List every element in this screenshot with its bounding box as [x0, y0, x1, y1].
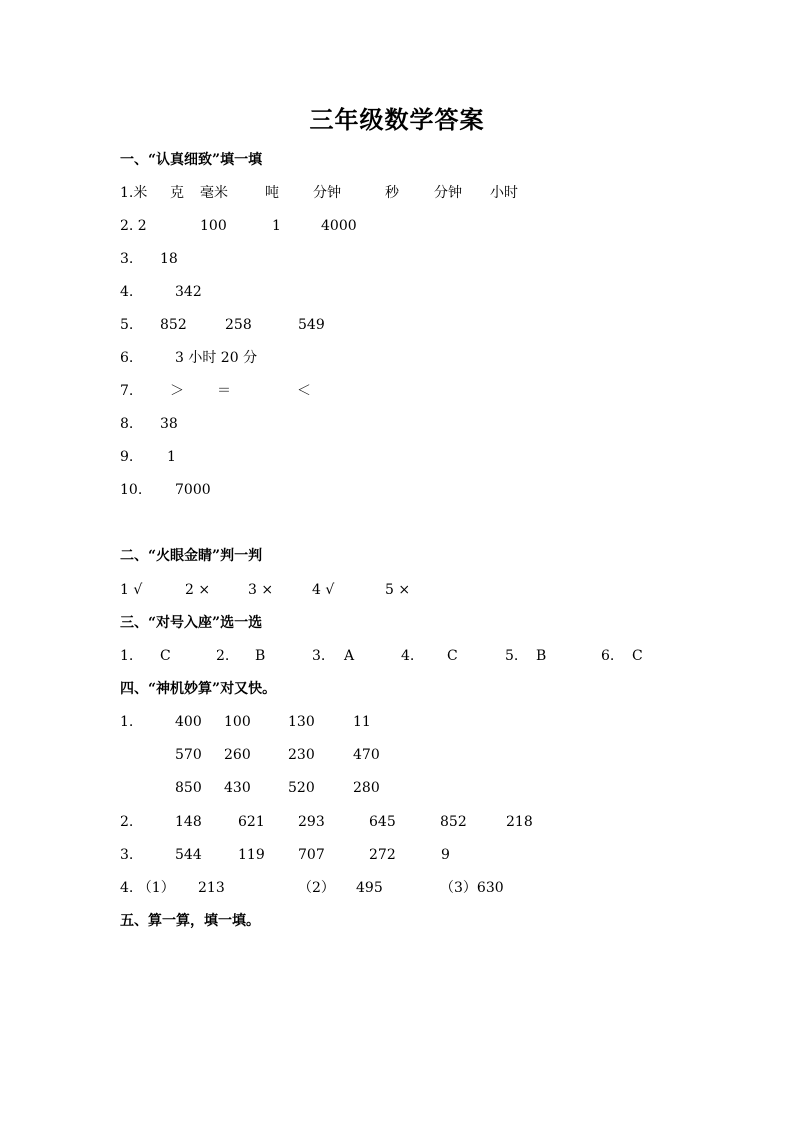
section-3-heading: 三、“对号入座”选一选 [120, 615, 263, 631]
answer-cell: 1. [120, 714, 134, 730]
answer-cell: 18 [160, 251, 178, 267]
answer-cell: 克 [170, 185, 184, 201]
answer-cell: 8. [120, 416, 134, 432]
answer-cell: 130 [288, 714, 315, 730]
answer-cell: 9 [441, 847, 450, 863]
answer-cell: C [632, 648, 643, 664]
answer-cell: 5 × [385, 582, 411, 598]
answer-cell: 10. [120, 482, 143, 498]
answer-cell: 100 [200, 218, 227, 234]
answer-cell: ＝ [217, 383, 231, 399]
answer-cell: 148 [175, 814, 202, 830]
answer-cell: C [447, 648, 458, 664]
answer-cell: 1 √ [120, 582, 143, 598]
answer-cell: 213 [198, 880, 225, 896]
answer-cell: 6. [120, 350, 134, 366]
answer-cell: B [255, 648, 266, 664]
answer-cell: 3. [312, 648, 326, 664]
answer-cell: 3. [120, 847, 134, 863]
answer-cell: 2. 2 [120, 218, 147, 234]
section-5-heading: 五、算一算，填一填。 [120, 913, 260, 929]
answer-cell: 852 [440, 814, 467, 830]
answer-cell: 218 [506, 814, 533, 830]
answer-cell: 293 [298, 814, 325, 830]
answer-cell: （3）630 [440, 880, 504, 896]
answer-cell: 400 [175, 714, 202, 730]
answer-cell: 520 [288, 780, 315, 796]
answer-cell: 分钟 [313, 185, 341, 201]
answer-cell: 3 小时 20 分 [175, 350, 258, 366]
answer-cell: 280 [353, 780, 380, 796]
answer-cell: 430 [224, 780, 251, 796]
answer-cell: 38 [160, 416, 178, 432]
answer-cell: 吨 [265, 185, 279, 201]
answer-cell: 11 [353, 714, 371, 730]
answer-cell: 5. [120, 317, 134, 333]
answer-cell: 470 [353, 747, 380, 763]
answer-cell: 6. [601, 648, 615, 664]
answer-cell: 342 [175, 284, 202, 300]
answer-cell: 645 [369, 814, 396, 830]
answer-cell: 3 × [248, 582, 274, 598]
answer-cell: 4. （1） [120, 880, 175, 896]
answer-cell: 621 [238, 814, 265, 830]
answer-cell: 2. [120, 814, 134, 830]
answer-cell: 4 √ [312, 582, 335, 598]
answer-cell: 100 [224, 714, 251, 730]
answer-cell: A [344, 648, 355, 664]
answer-cell: C [160, 648, 171, 664]
answer-cell: 2 × [185, 582, 211, 598]
answer-cell: 570 [175, 747, 202, 763]
answer-cell: 230 [288, 747, 315, 763]
answer-cell: 850 [175, 780, 202, 796]
answer-cell: 544 [175, 847, 202, 863]
answer-cell: 小时 [490, 185, 518, 201]
section-1-heading: 一、“认真细致”填一填 [120, 152, 263, 168]
answer-cell: 4. [401, 648, 415, 664]
answer-cell: 1.米 [120, 185, 148, 201]
answer-cell: 258 [225, 317, 252, 333]
answer-cell: 549 [298, 317, 325, 333]
answer-cell: 3. [120, 251, 134, 267]
answer-cell: 1. [120, 648, 134, 664]
answer-cell: 2. [216, 648, 230, 664]
answer-cell: 707 [298, 847, 325, 863]
answer-cell: 1 [167, 449, 176, 465]
answer-cell: 5. [505, 648, 519, 664]
answer-cell: 852 [160, 317, 187, 333]
answer-cell: 毫米 [200, 185, 228, 201]
answer-cell: 7000 [175, 482, 211, 498]
answer-cell: 272 [369, 847, 396, 863]
answer-cell: B [536, 648, 547, 664]
answer-cell: 秒 [385, 185, 399, 201]
page-title: 三年级数学答案 [309, 105, 485, 134]
answer-cell: 9. [120, 449, 134, 465]
answer-cell: 119 [238, 847, 265, 863]
section-2-heading: 二、“火眼金睛”判一判 [120, 548, 263, 564]
answer-cell: 4000 [321, 218, 357, 234]
answer-cell: 4. [120, 284, 134, 300]
answer-cell: 260 [224, 747, 251, 763]
answer-cell: 495 [356, 880, 383, 896]
answer-cell: （2） [298, 880, 335, 896]
answer-cell: 分钟 [434, 185, 462, 201]
section-4-heading: 四、“神机妙算”对又快。 [120, 681, 277, 697]
answer-cell: ＜ [297, 383, 311, 399]
answer-cell: 7. [120, 383, 134, 399]
answer-cell: ＞ [170, 383, 184, 399]
answer-cell: 1 [272, 218, 281, 234]
